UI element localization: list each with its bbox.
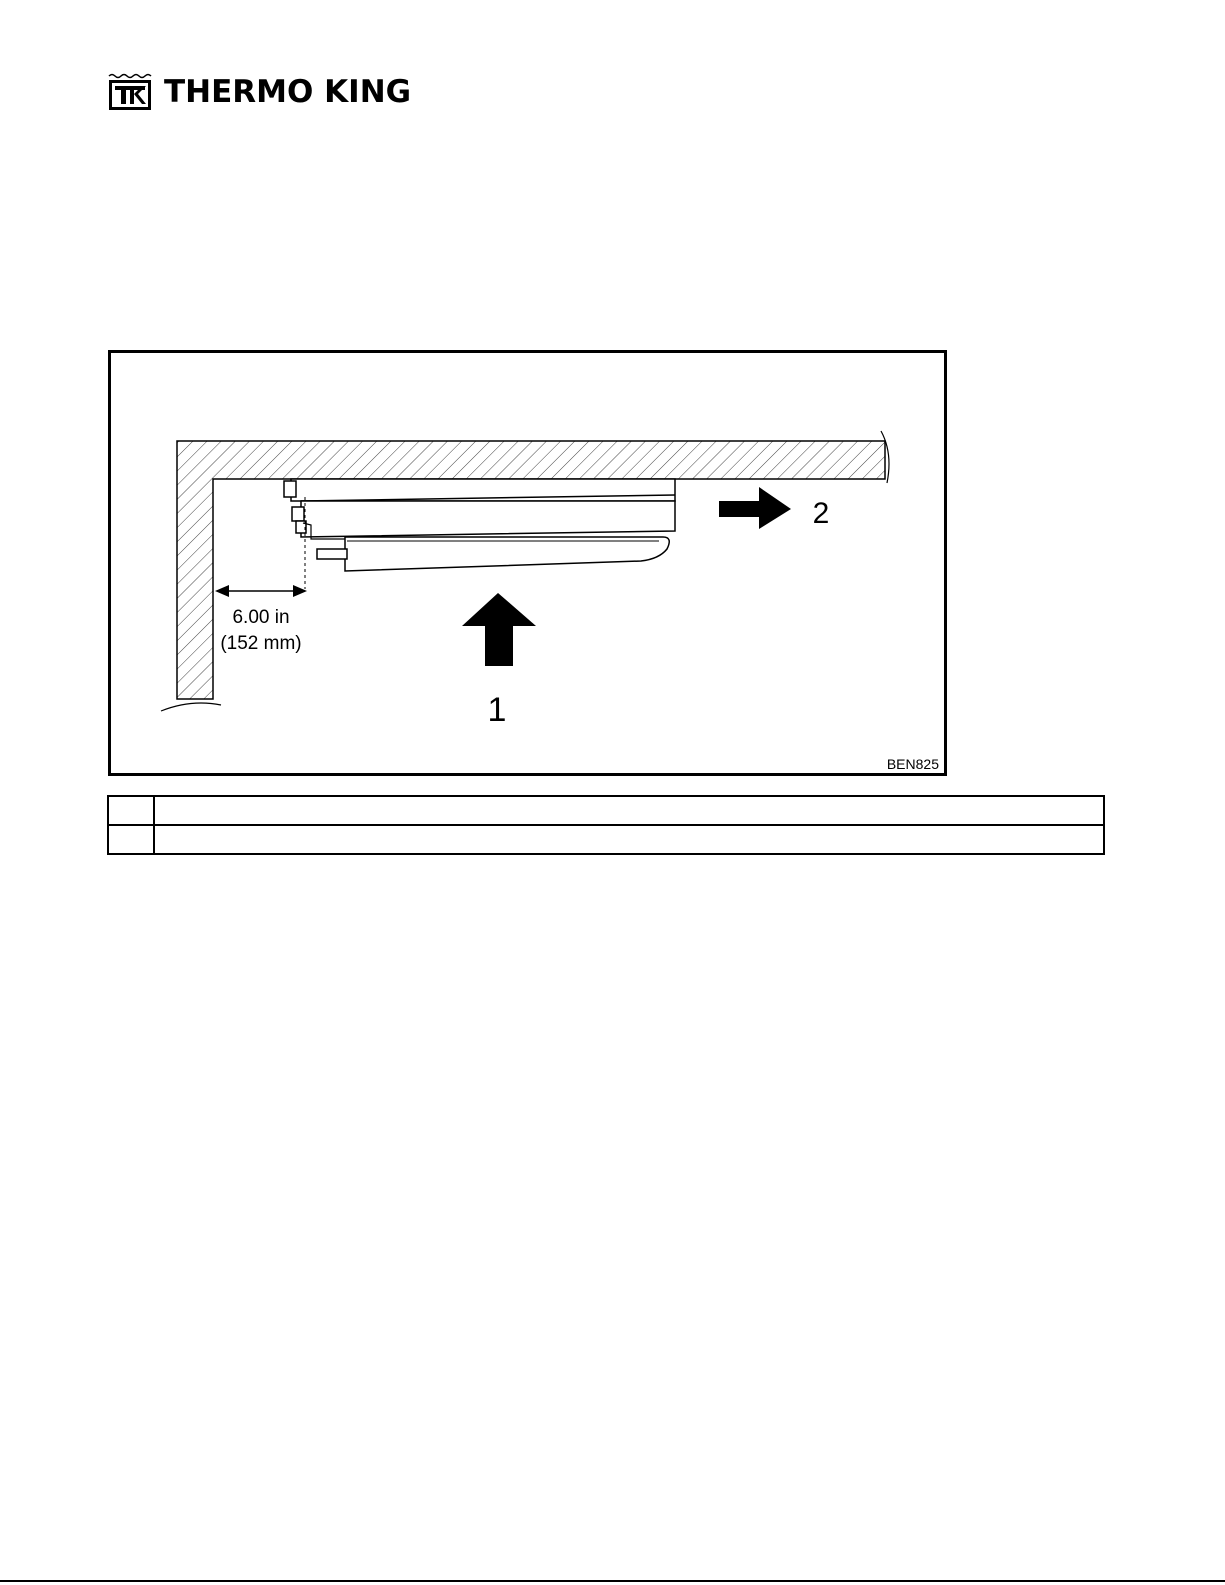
figure-legend-table [107,795,1105,855]
thermo-king-logo [108,72,428,116]
evaporator-unit [284,479,675,589]
ceiling-wall [161,431,889,711]
air-inlet-arrow-icon [462,593,536,666]
legend-description [154,796,1104,825]
thermo-king-logo-icon [108,72,152,112]
brand-name: THERMO KING [164,74,412,110]
legend-number [108,796,154,825]
callout-1: 1 [487,691,507,729]
callout-2: 2 [812,497,830,530]
air-discharge-arrow-icon [719,487,791,529]
clearance-value: 6.00 in [232,607,290,628]
installation-figure [108,350,947,776]
clearance-dimension [215,585,307,597]
legend-number [108,825,154,854]
legend-row [108,796,1104,825]
page-bottom-rule [0,1580,1225,1582]
legend-row [108,825,1104,854]
figure-id: BEN825 [886,756,939,772]
legend-description [154,825,1104,854]
clearance-metric: (152 mm) [220,633,302,654]
evaporator-clearance-diagram [111,353,950,779]
